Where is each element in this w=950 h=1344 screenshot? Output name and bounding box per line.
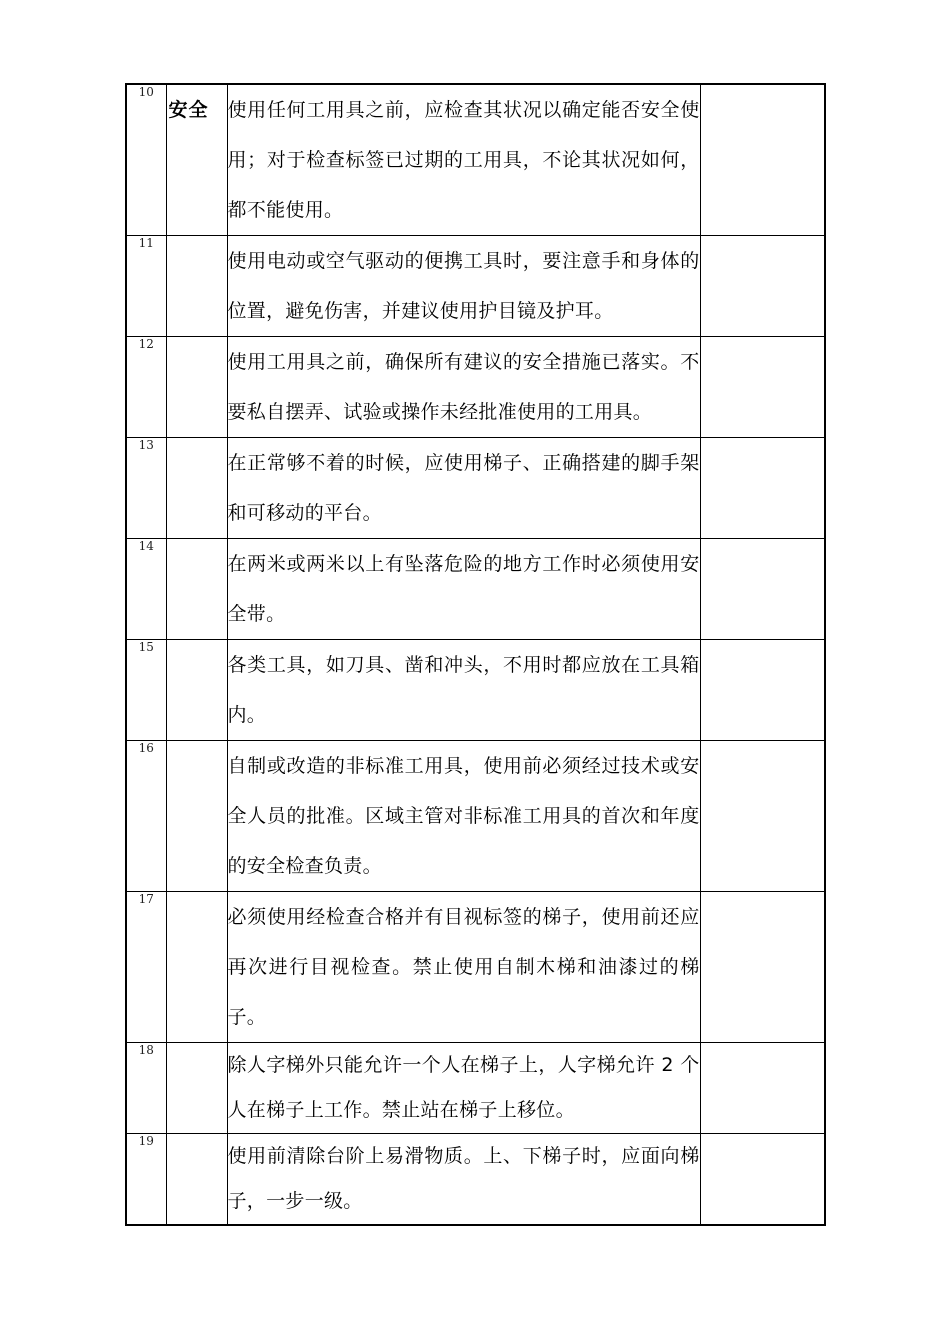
rule-text: 在两米或两米以上有坠落危险的地方工作时必须使用安全带。 (227, 553, 700, 625)
rule-text-cell (227, 892, 700, 1043)
category-cell (166, 84, 227, 236)
rule-text-cell (227, 539, 700, 640)
rule-text: 各类工具，如刀具、凿和冲头，不用时都应放在工具箱内。 (227, 654, 700, 726)
row-number: 12 (126, 337, 166, 438)
rule-text-cell (227, 1134, 700, 1226)
rule-text: 必须使用经检查合格并有目视标签的梯子，使用前还应再次进行目视检查。禁止使用自制木梯和油漆过的梯子。 (227, 906, 700, 1028)
remarks-cell (700, 438, 825, 539)
table-row (126, 236, 825, 337)
rule-text-cell (227, 640, 700, 741)
rule-text: 自制或改造的非标准工用具，使用前必须经过技术或安全人员的批准。区域主管对非标准工用具的首次和年度的安全检查负责。 (227, 755, 700, 877)
rule-text: 使用工用具之前，确保所有建议的安全措施已落实。不要私自摆弄、试验或操作未经批准使用的工用具。 (227, 351, 700, 423)
category-label: 安全 (168, 99, 209, 121)
category-cell (166, 1043, 227, 1134)
safety-rules-table (125, 83, 826, 1226)
rule-text-cell (227, 84, 700, 236)
remarks-cell (700, 539, 825, 640)
category-cell (166, 892, 227, 1043)
rule-text: 使用电动或空气驱动的便携工具时，要注意手和身体的位置，避免伤害，并建议使用护目镜及护耳。 (227, 250, 700, 322)
category-cell (166, 741, 227, 892)
remarks-cell (700, 1043, 825, 1134)
table-row (126, 438, 825, 539)
remarks-cell (700, 741, 825, 892)
table-row (126, 337, 825, 438)
rule-text: 使用前清除台阶上易滑物质。上、下梯子时，应面向梯子，一步一级。 (227, 1145, 700, 1212)
rule-text: 使用任何工用具之前，应检查其状况以确定能否安全使用；对于检查标签已过期的工用具，不论其状况如何，都不能使用。 (227, 99, 700, 221)
rule-text: 在正常够不着的时候，应使用梯子、正确搭建的脚手架和可移动的平台。 (227, 452, 700, 524)
table-row (126, 892, 825, 1043)
table-row (126, 1043, 825, 1134)
table-row (126, 741, 825, 892)
category-cell (166, 1134, 227, 1226)
row-number: 16 (126, 741, 166, 892)
row-number: 14 (126, 539, 166, 640)
rule-text-cell (227, 741, 700, 892)
remarks-cell (700, 337, 825, 438)
category-cell (166, 539, 227, 640)
row-number: 15 (126, 640, 166, 741)
category-cell (166, 438, 227, 539)
row-number: 13 (126, 438, 166, 539)
remarks-cell (700, 236, 825, 337)
category-cell (166, 236, 227, 337)
row-number: 19 (126, 1134, 166, 1226)
category-cell (166, 640, 227, 741)
category-cell (166, 337, 227, 438)
row-number: 10 (126, 84, 166, 236)
rule-text: 除人字梯外只能允许一个人在梯子上，人字梯允许 2 个人在梯子上工作。禁止站在梯子上移位。 (227, 1054, 700, 1121)
rule-text-cell (227, 438, 700, 539)
remarks-cell (700, 892, 825, 1043)
table-row (126, 539, 825, 640)
table-row (126, 640, 825, 741)
row-number: 17 (126, 892, 166, 1043)
rule-text-cell (227, 337, 700, 438)
row-number: 11 (126, 236, 166, 337)
rule-text-cell (227, 236, 700, 337)
table-row (126, 84, 825, 236)
table-row (126, 1134, 825, 1226)
remarks-cell (700, 640, 825, 741)
remarks-cell (700, 1134, 825, 1226)
row-number: 18 (126, 1043, 166, 1134)
rule-text-cell (227, 1043, 700, 1134)
remarks-cell (700, 84, 825, 236)
